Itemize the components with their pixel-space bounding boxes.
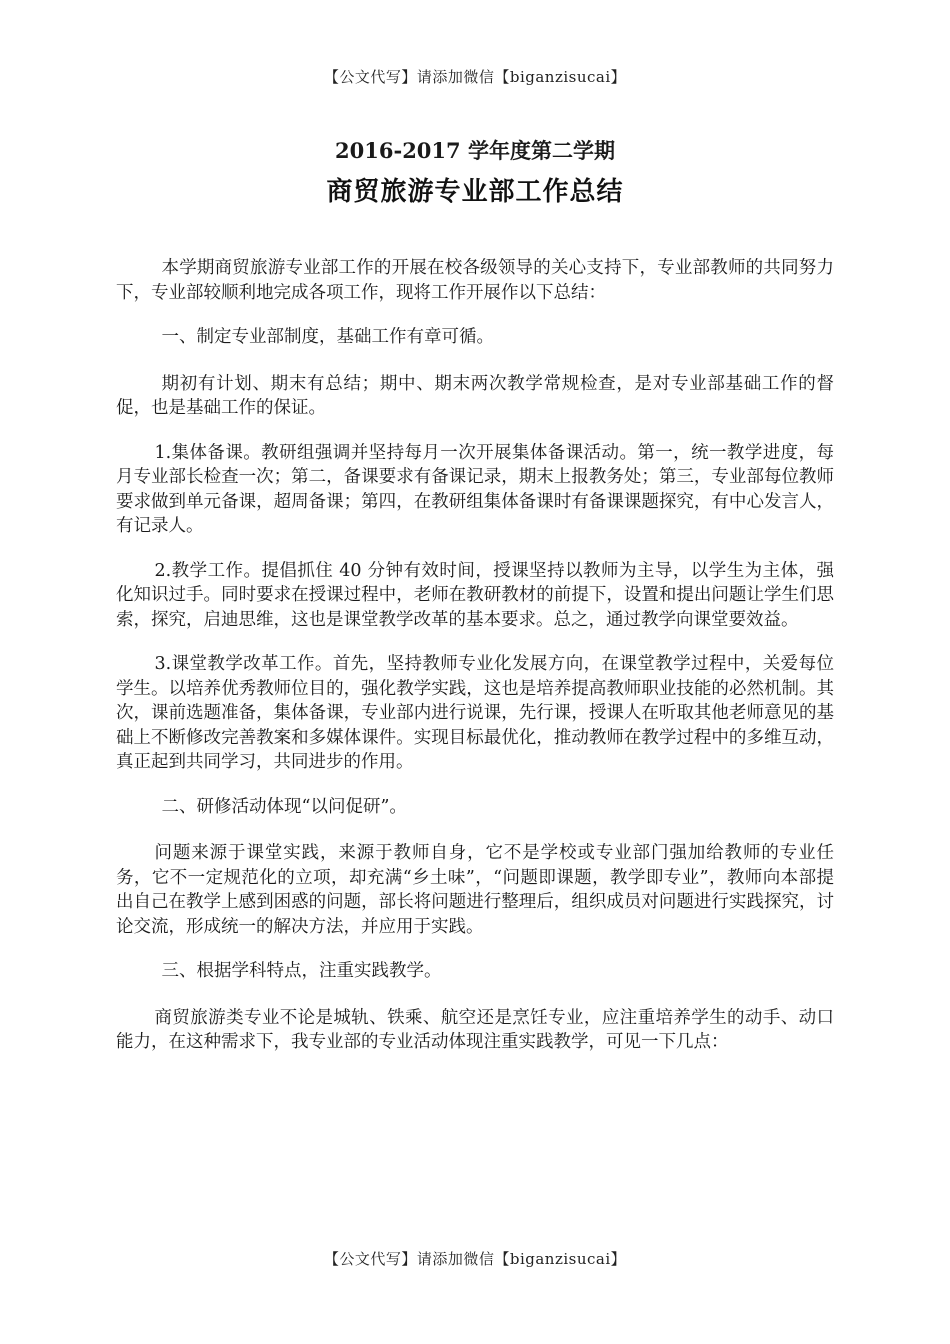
body-paragraph: 期初有计划、期末有总结；期中、期末两次教学常规检查，是对专业部基础工作的督促，也是基础工作的保证。 (116, 373, 834, 418)
numbered-paragraph-2: 2.教学工作。提倡抓住 40 分钟有效时间，授课坚持以教师为主导，以学生为主体，强化知识过手。同时要求在授课过程中，老师在教研教材的前提下，设置和提出问题让学生们思索，探究，启迪思维，这也是课堂教学改革的基本要求。总之，通过教学向课堂要效益。 (116, 560, 834, 630)
section-heading-3: 三、根据学科特点，注重实践教学。 (161, 961, 442, 981)
footer-watermark-note: 【公文代写】请添加微信【biganzisucai】 (323, 1250, 627, 1268)
body-paragraph: 问题来源于课堂实践，来源于教师自身，它不是学校或专业部门强加给教师的专业任务，它不一定规范化的立项，却充满“乡土味”，“问题即课题，教学即专业”，教师向本部提出自己在教学上感到困惑的问题，部长将问题进行整理后，组织成员对问题进行实践探究，讨论交流，形成统一的解决方法，并应用于实践。 (116, 843, 834, 937)
title-term: 2016-2017 学年度第二学期 (335, 138, 615, 163)
section-heading-2: 二、研修活动体现“以问促研”。 (161, 796, 407, 817)
document-body (116, 256, 834, 1075)
title-main: 商贸旅游专业部工作总结 (326, 177, 624, 207)
intro-paragraph: 本学期商贸旅游专业部工作的开展在校各级领导的关心支持下，专业部教师的共同努力下，专业部较顺利地完成各项工作，现将工作开展作以下总结： (116, 258, 834, 303)
document-title (0, 136, 950, 212)
section-heading-1: 一、制定专业部制度，基础工作有章可循。 (161, 327, 494, 347)
numbered-paragraph-3: 3.课堂教学改革工作。首先，坚持教师专业化发展方向，在课堂教学过程中，关爱每位学生。以培养优秀教师位目的，强化教学实践，这也是培养提高教师职业技能的必然机制。其次，课前选题准备，集体备课，专业部内进行说课，先行课，授课人在听取其他老师意见的基础上不断修改完善教案和多媒体课件。实现目标最优化，推动教师在教学过程中的多维互动，真正起到共同学习，共同进步的作用。 (116, 654, 834, 772)
header-watermark-note: 【公文代写】请添加微信【biganzisucai】 (323, 68, 627, 86)
numbered-paragraph-1: 1.集体备课。教研组强调并坚持每月一次开展集体备课活动。第一，统一教学进度，每月专业部长检查一次；第二，备课要求有备课记录，期末上报教务处；第三，专业部每位教师要求做到单元备课，超周备课；第四，在教研组集体备课时有备课课题探究，有中心发言人，有记录人。 (116, 442, 834, 536)
body-paragraph: 商贸旅游类专业不论是城轨、铁乘、航空还是烹饪专业，应注重培养学生的动手、动口能力，在这种需求下，我专业部的专业活动体现注重实践教学，可见一下几点： (116, 1007, 834, 1052)
